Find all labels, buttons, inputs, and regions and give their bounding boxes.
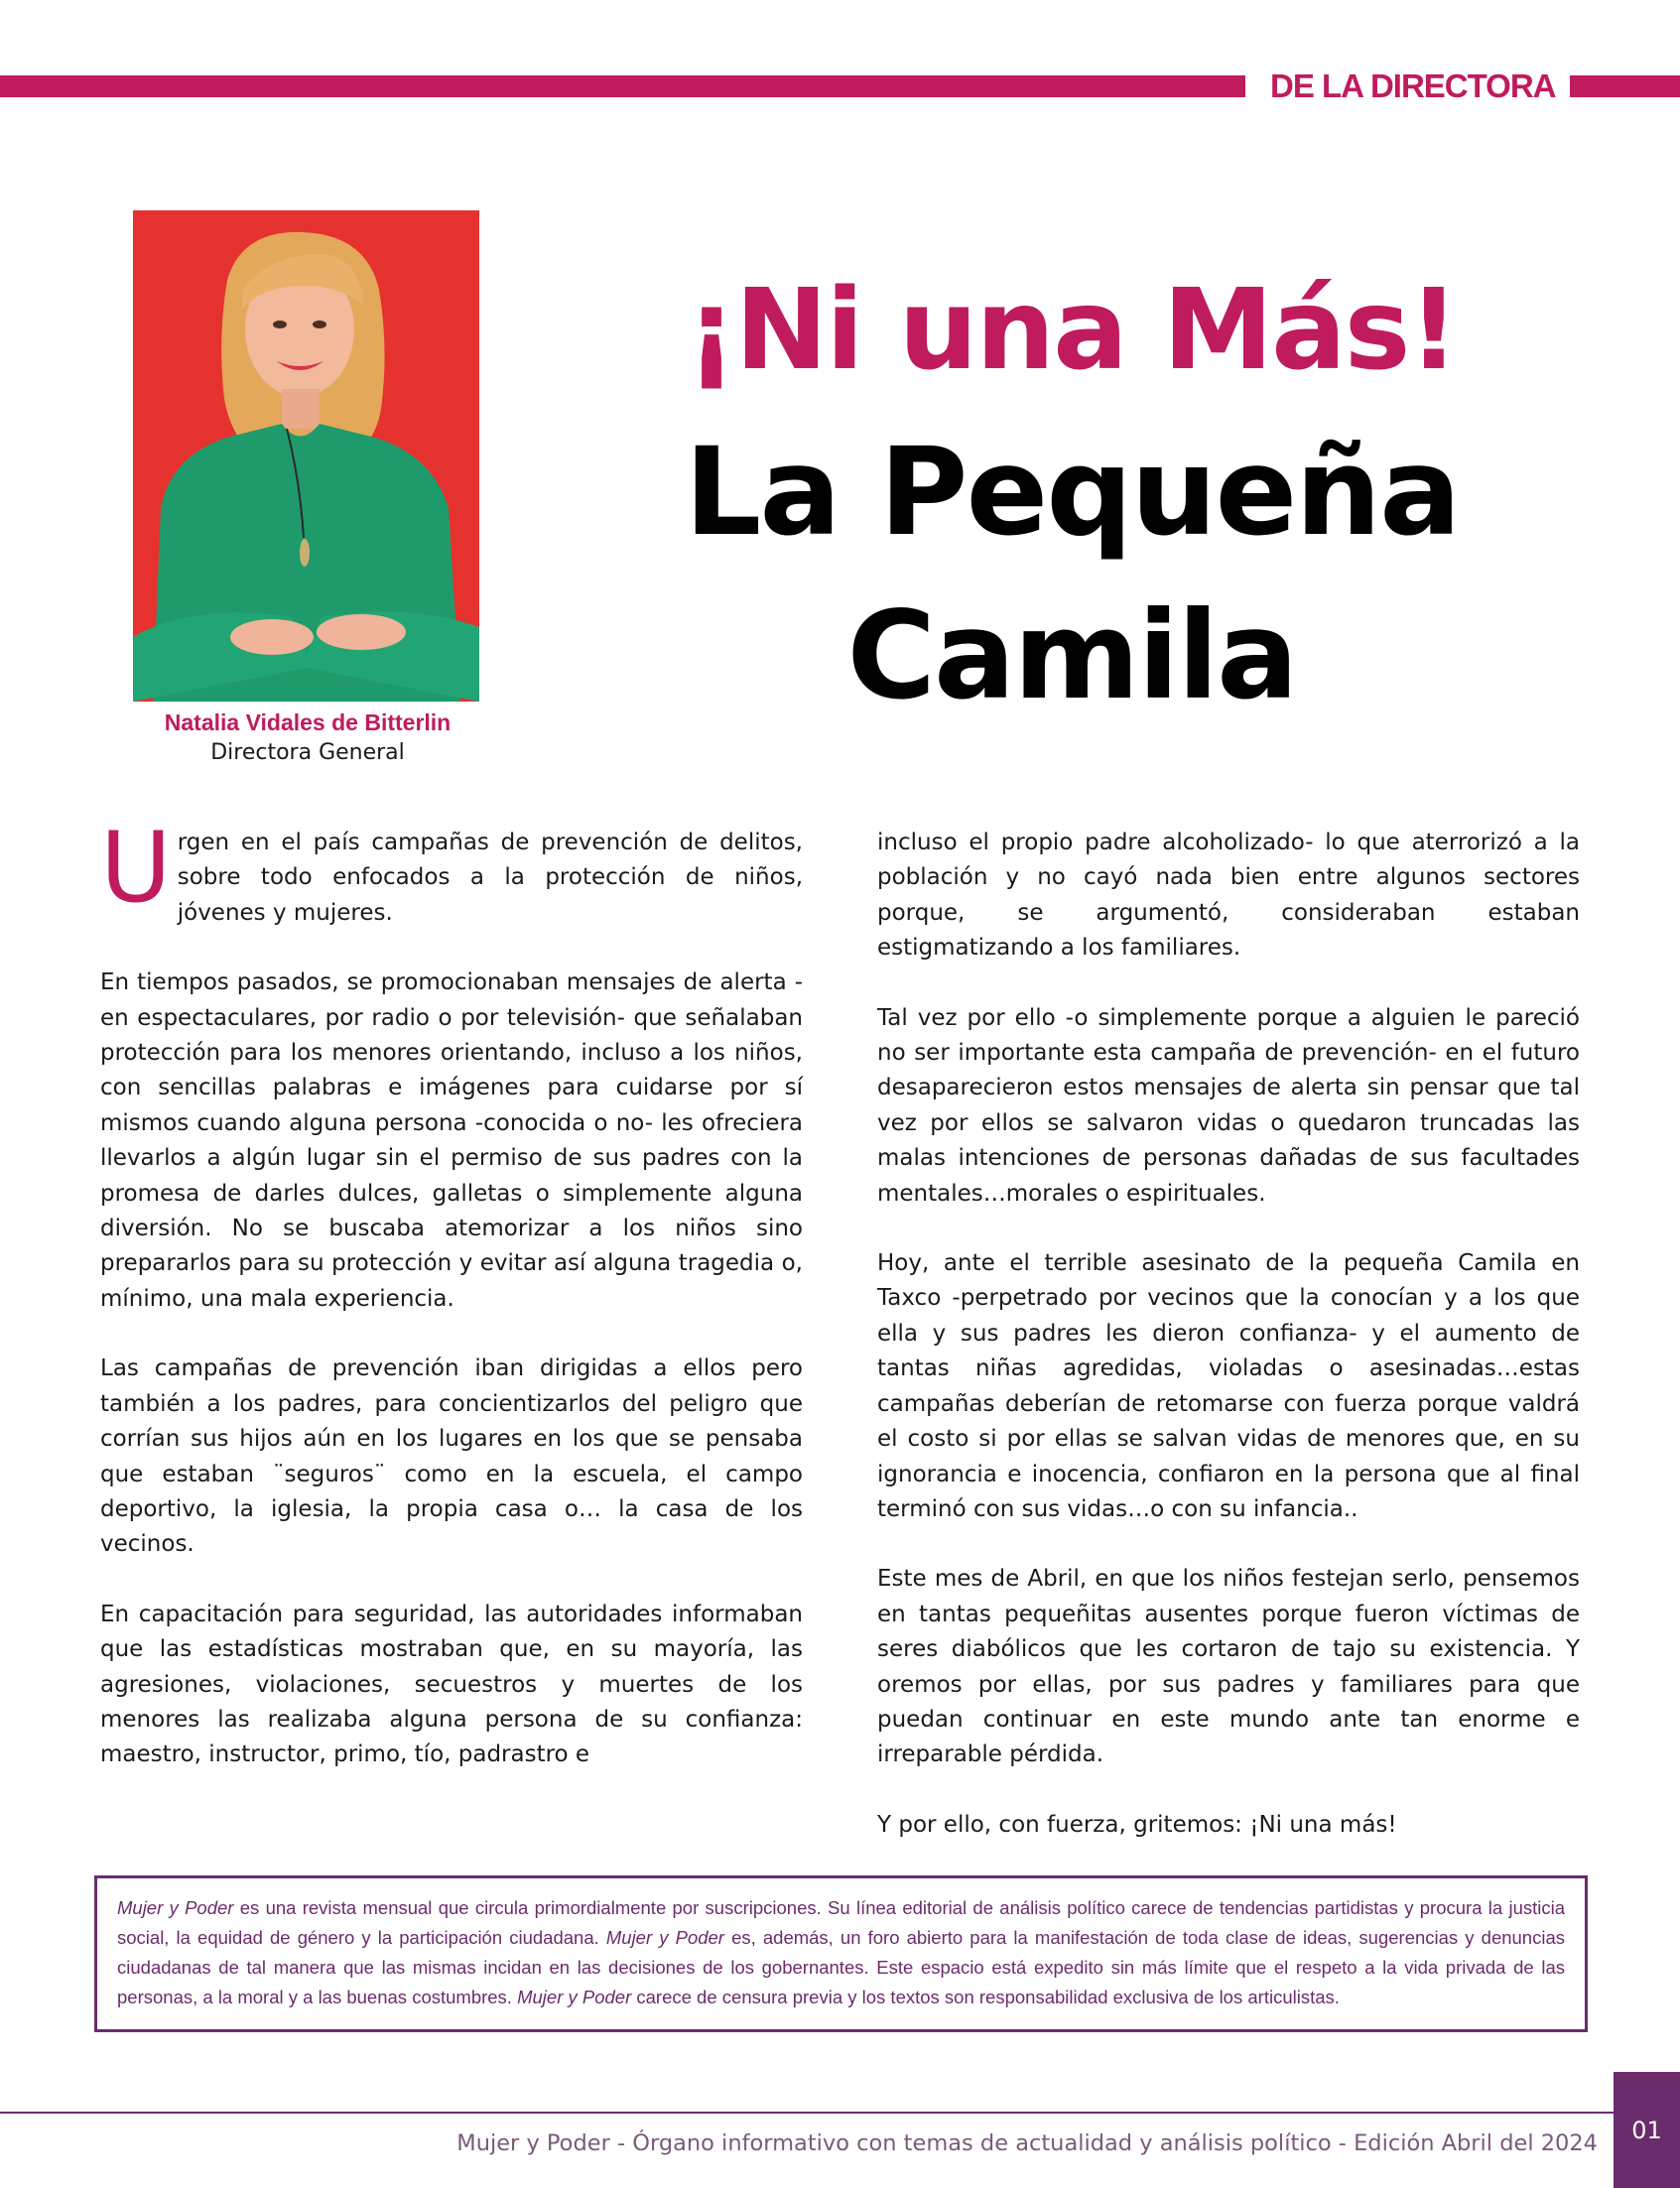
page-number: 01 — [1631, 2117, 1662, 2144]
section-label: DE LA DIRECTORA — [1270, 67, 1556, 104]
footer-rule — [0, 2112, 1615, 2114]
magazine-name: Mujer y Poder — [117, 1897, 234, 1918]
article-paragraph: En tiempos pasados, se promocionaban mensajes de alerta -en espectaculares, por radio o por televisión- que señalaban protección para los menores orientando, incluso a los niños, con sencillas palabras e imágenes para cuidarse por sí mismos cuando alguna persona -conocida o no- les ofreciera llevarlos a algún lugar sin el permiso de sus padres con la promesa de darles dulces, galletas o simplemente alguna diversión. No se buscaba atemorizar a los niños sino prepararlos para su protección y evitar así alguna tragedia o, mínimo, una mala experiencia. — [100, 969, 803, 1312]
author-name: Natalia Vidales de Bitterlin — [164, 709, 452, 735]
paragraph-text: rgen en el país campañas de prevención de delitos, sobre todo enfocados a la protección de niños, jóvenes y mujeres. — [177, 830, 803, 926]
article-paragraph: Este mes de Abril, en que los niños festejan serlo, pensemos en tantas pequeñitas ausentes porque fueron víctimas de seres diabólicos que les cortaron de tajo su existencia. Y oremos por ellas, por sus padres y familiares para que puedan continuar en este mundo ante tan enorme e irreparable pérdida. — [877, 1566, 1580, 1768]
author-role: Directora General — [210, 740, 405, 765]
notice-text: carece de censura previa y los textos son responsabilidad exclusiva de los articulistas. — [631, 1987, 1340, 2007]
notice-text: es, además, un foro abierto para la manifestación de toda clase de ideas, sugerencias y denuncias ciudadanas de tal manera que las mismas incidan en las decisiones de los gobernantes. Este espacio está expedito sin más límite que el respeto a la vida privada de las personas, a la moral y a las buenas costumbres. — [117, 1927, 1565, 2007]
author-portrait-image — [133, 210, 479, 702]
article-paragraph: Las campañas de prevención iban dirigidas a ellos pero también a los padres, para concientizarlos del peligro que corrían sus hijos aún en los lugares en los que se pensaba que estaban ¨seguros¨ como en la escuela, el campo deportivo, la iglesia, la propia casa o… la casa de los vecinos. — [100, 1355, 803, 1558]
notice-text: es una revista mensual que circula primordialmente por suscripciones. Su línea editorial de análisis político carece de tendencias partidistas y procura la justicia social, la equidad de género y la participación ciudadana. — [117, 1897, 1566, 1948]
article-paragraph: incluso el propio padre alcoholizado- lo que aterrorizó a la población y no cayó nada bien entre algunos sectores porque, se argumentó, consideraban estaban estigmatizando a los familiares. — [877, 830, 1580, 962]
editorial-notice-box — [94, 1875, 1588, 2032]
author-photo — [133, 210, 479, 702]
header-bar-left — [0, 75, 1245, 97]
article-column-left — [100, 812, 803, 1808]
title-line-3: Camila — [846, 585, 1297, 726]
footer-text: Mujer y Poder - Órgano informativo con temas de actualidad y análisis político - Edición Abril del 2024 — [456, 2130, 1598, 2156]
drop-cap: U — [100, 812, 172, 925]
title-line-1: ¡Ni una Más! — [686, 266, 1458, 395]
article-paragraph — [100, 812, 803, 931]
magazine-name: Mujer y Poder — [517, 1987, 632, 2007]
article-paragraph: Hoy, ante el terrible asesinato de la pequeña Camila en Taxco -perpetrado por vecinos que la conocían y a los que ella y sus padres les dieron confianza- y el aumento de tantas niñas agredidas, violadas o asesinadas…estas campañas deberían de retomarse con fuerza porque valdrá el costo si por ellas se salvan vidas de menores que, en su ignorancia e inocencia, confiaron en la persona que al final terminó con sus vidas…o con su infancia.. — [877, 1250, 1580, 1522]
article-paragraph: Tal vez por ello -o simplemente porque a alguien le pareció no ser importante esta campaña de prevención- en el futuro desaparecieron estos mensajes de alerta sin pensar que tal vez por ellos se salvaron vidas o quedaron truncadas las malas intenciones de personas dañadas de sus facultades mentales…morales o espirituales. — [877, 1004, 1580, 1207]
article-paragraph: En capacitación para seguridad, las autoridades informaban que las estadísticas mostraban que, en su mayoría, las agresiones, violaciones, secuestros y muertes de los menores las realizaba alguna persona de su confianza: maestro, instructor, primo, tío, padrastro e — [100, 1601, 803, 1768]
header-bar-right — [1570, 75, 1680, 97]
article-column-right — [877, 826, 1580, 1877]
title-line-2: La Pequeña — [684, 422, 1460, 563]
magazine-name: Mujer y Poder — [605, 1927, 724, 1948]
article-paragraph: Y por ello, con fuerza, gritemos: ¡Ni una más! — [877, 1811, 1397, 1838]
